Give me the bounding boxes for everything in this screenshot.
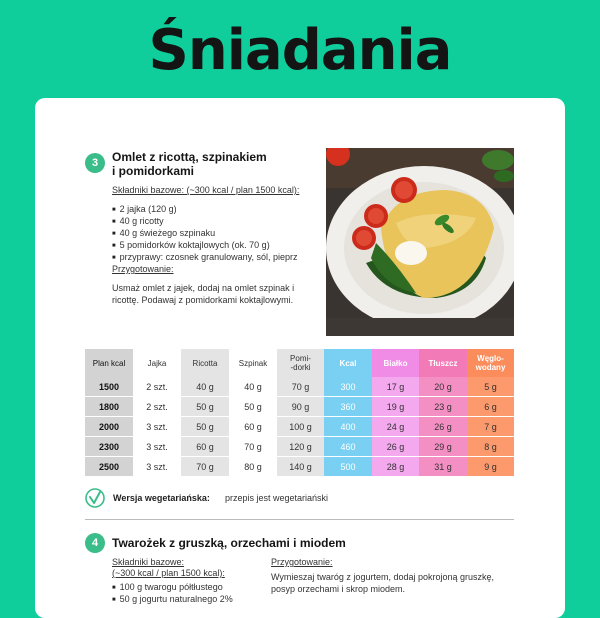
recipe-number-badge: 3 (85, 153, 105, 173)
cell-tomatoes: 140 g (277, 457, 324, 477)
cell-ricotta: 60 g (181, 437, 229, 457)
cell-ricotta: 50 g (181, 417, 229, 437)
recipe-number-badge: 4 (85, 533, 105, 553)
preparation-text: Wymieszaj twaróg z jogurtem, dodaj pokrojoną gruszkę, posyp orzechami i skrop miodem. (271, 572, 495, 594)
cell-ricotta: 50 g (181, 397, 229, 417)
table-row (85, 377, 514, 397)
cell-tomatoes: 90 g (277, 397, 324, 417)
ingredient-item: ■ 50 g jogurtu naturalnego 2% (112, 594, 292, 606)
preparation-heading: Przygotowanie: (271, 557, 333, 567)
table-header-row (85, 349, 514, 377)
cell-eggs: 3 szt. (133, 437, 181, 457)
cell-fat: 23 g (419, 397, 467, 417)
vegetarian-label: Wersja wegetariańska: (113, 493, 210, 503)
cell-eggs: 2 szt. (133, 397, 181, 417)
cell-fat: 26 g (419, 417, 467, 437)
cell-protein: 19 g (372, 397, 419, 417)
ingredients-list (112, 582, 292, 606)
vegetarian-value: przepis jest wegetariański (225, 493, 329, 503)
cell-spinach: 80 g (229, 457, 277, 477)
cell-plan: 2300 (85, 437, 133, 457)
cell-protein: 17 g (372, 377, 419, 397)
recipe-title (112, 150, 312, 178)
header-spinach: Szpinak (229, 349, 277, 377)
ingredient-item: ■ przyprawy: czosnek granulowany, sól, pieprz (112, 252, 322, 264)
cell-spinach: 50 g (229, 397, 277, 417)
ingredients-heading-kcal: (~300 kcal / plan 1500 kcal): (112, 568, 225, 578)
header-tomatoes: Pomi- -dorki (277, 349, 324, 377)
cell-ricotta: 70 g (181, 457, 229, 477)
cell-plan: 1800 (85, 397, 133, 417)
cell-kcal: 360 (324, 397, 372, 417)
nutrition-plan-table (85, 349, 514, 477)
header-eggs: Jajka (133, 349, 181, 377)
cell-kcal: 300 (324, 377, 372, 397)
cell-eggs: 2 szt. (133, 377, 181, 397)
cell-protein: 24 g (372, 417, 419, 437)
cell-fat: 20 g (419, 377, 467, 397)
ingredient-item: ■ 40 g ricotty (112, 216, 322, 228)
cell-tomatoes: 120 g (277, 437, 324, 457)
recipe-title-line1: Omlet z ricottą, szpinakiem (112, 150, 267, 164)
header-kcal: Kcal (324, 349, 372, 377)
header-carbs: Węglo- wodany (467, 349, 514, 377)
cell-kcal: 400 (324, 417, 372, 437)
cell-carbs: 6 g (467, 397, 514, 417)
header-ricotta: Ricotta (181, 349, 229, 377)
preparation-heading: Przygotowanie: (112, 264, 174, 274)
omelette-photo (326, 148, 514, 336)
ingredient-item: ■ 40 g świeżego szpinaku (112, 228, 322, 240)
cell-eggs: 3 szt. (133, 457, 181, 477)
cell-fat: 29 g (419, 437, 467, 457)
cell-tomatoes: 70 g (277, 377, 324, 397)
cell-carbs: 5 g (467, 377, 514, 397)
ingredients-heading: Składniki bazowe: (~300 kcal / plan 1500 kcal): (112, 185, 300, 195)
cell-spinach: 40 g (229, 377, 277, 397)
recipe-title-line2: i pomidorkami (112, 164, 195, 178)
cell-eggs: 3 szt. (133, 417, 181, 437)
cell-spinach: 70 g (229, 437, 277, 457)
ingredient-item: ■ 5 pomidorków koktajlowych (ok. 70 g) (112, 240, 322, 252)
recipe-card (35, 98, 565, 618)
ingredients-heading: Składniki bazowe: (112, 557, 185, 567)
cell-plan: 2000 (85, 417, 133, 437)
cell-fat: 31 g (419, 457, 467, 477)
cell-kcal: 500 (324, 457, 372, 477)
cell-protein: 28 g (372, 457, 419, 477)
cell-carbs: 7 g (467, 417, 514, 437)
header-plan-kcal: Plan kcal (85, 349, 133, 377)
recipe-title: Twarożek z gruszką, orzechami i miodem (112, 536, 346, 550)
ingredients-list (112, 204, 322, 264)
page-title: Śniadania (148, 18, 452, 83)
cell-protein: 26 g (372, 437, 419, 457)
cell-plan: 1500 (85, 377, 133, 397)
cell-spinach: 60 g (229, 417, 277, 437)
cell-ricotta: 40 g (181, 377, 229, 397)
cell-tomatoes: 100 g (277, 417, 324, 437)
table-row (85, 397, 514, 417)
table-row (85, 437, 514, 457)
ingredient-item: ■ 2 jajka (120 g) (112, 204, 322, 216)
table-row (85, 417, 514, 437)
preparation-text: Usmaż omlet z jajek, dodaj na omlet szpinak i ricottę. Podawaj z pomidorkami koktajlowymi. (112, 283, 295, 305)
cell-plan: 2500 (85, 457, 133, 477)
vegan-check-icon (85, 488, 105, 508)
header-fat: Tłuszcz (419, 349, 467, 377)
table-row (85, 457, 514, 477)
section-divider (85, 519, 514, 520)
cell-carbs: 9 g (467, 457, 514, 477)
ingredient-item: ■ 100 g twarogu półtłustego (112, 582, 292, 594)
cell-kcal: 460 (324, 437, 372, 457)
cell-carbs: 8 g (467, 437, 514, 457)
header-protein: Białko (372, 349, 419, 377)
